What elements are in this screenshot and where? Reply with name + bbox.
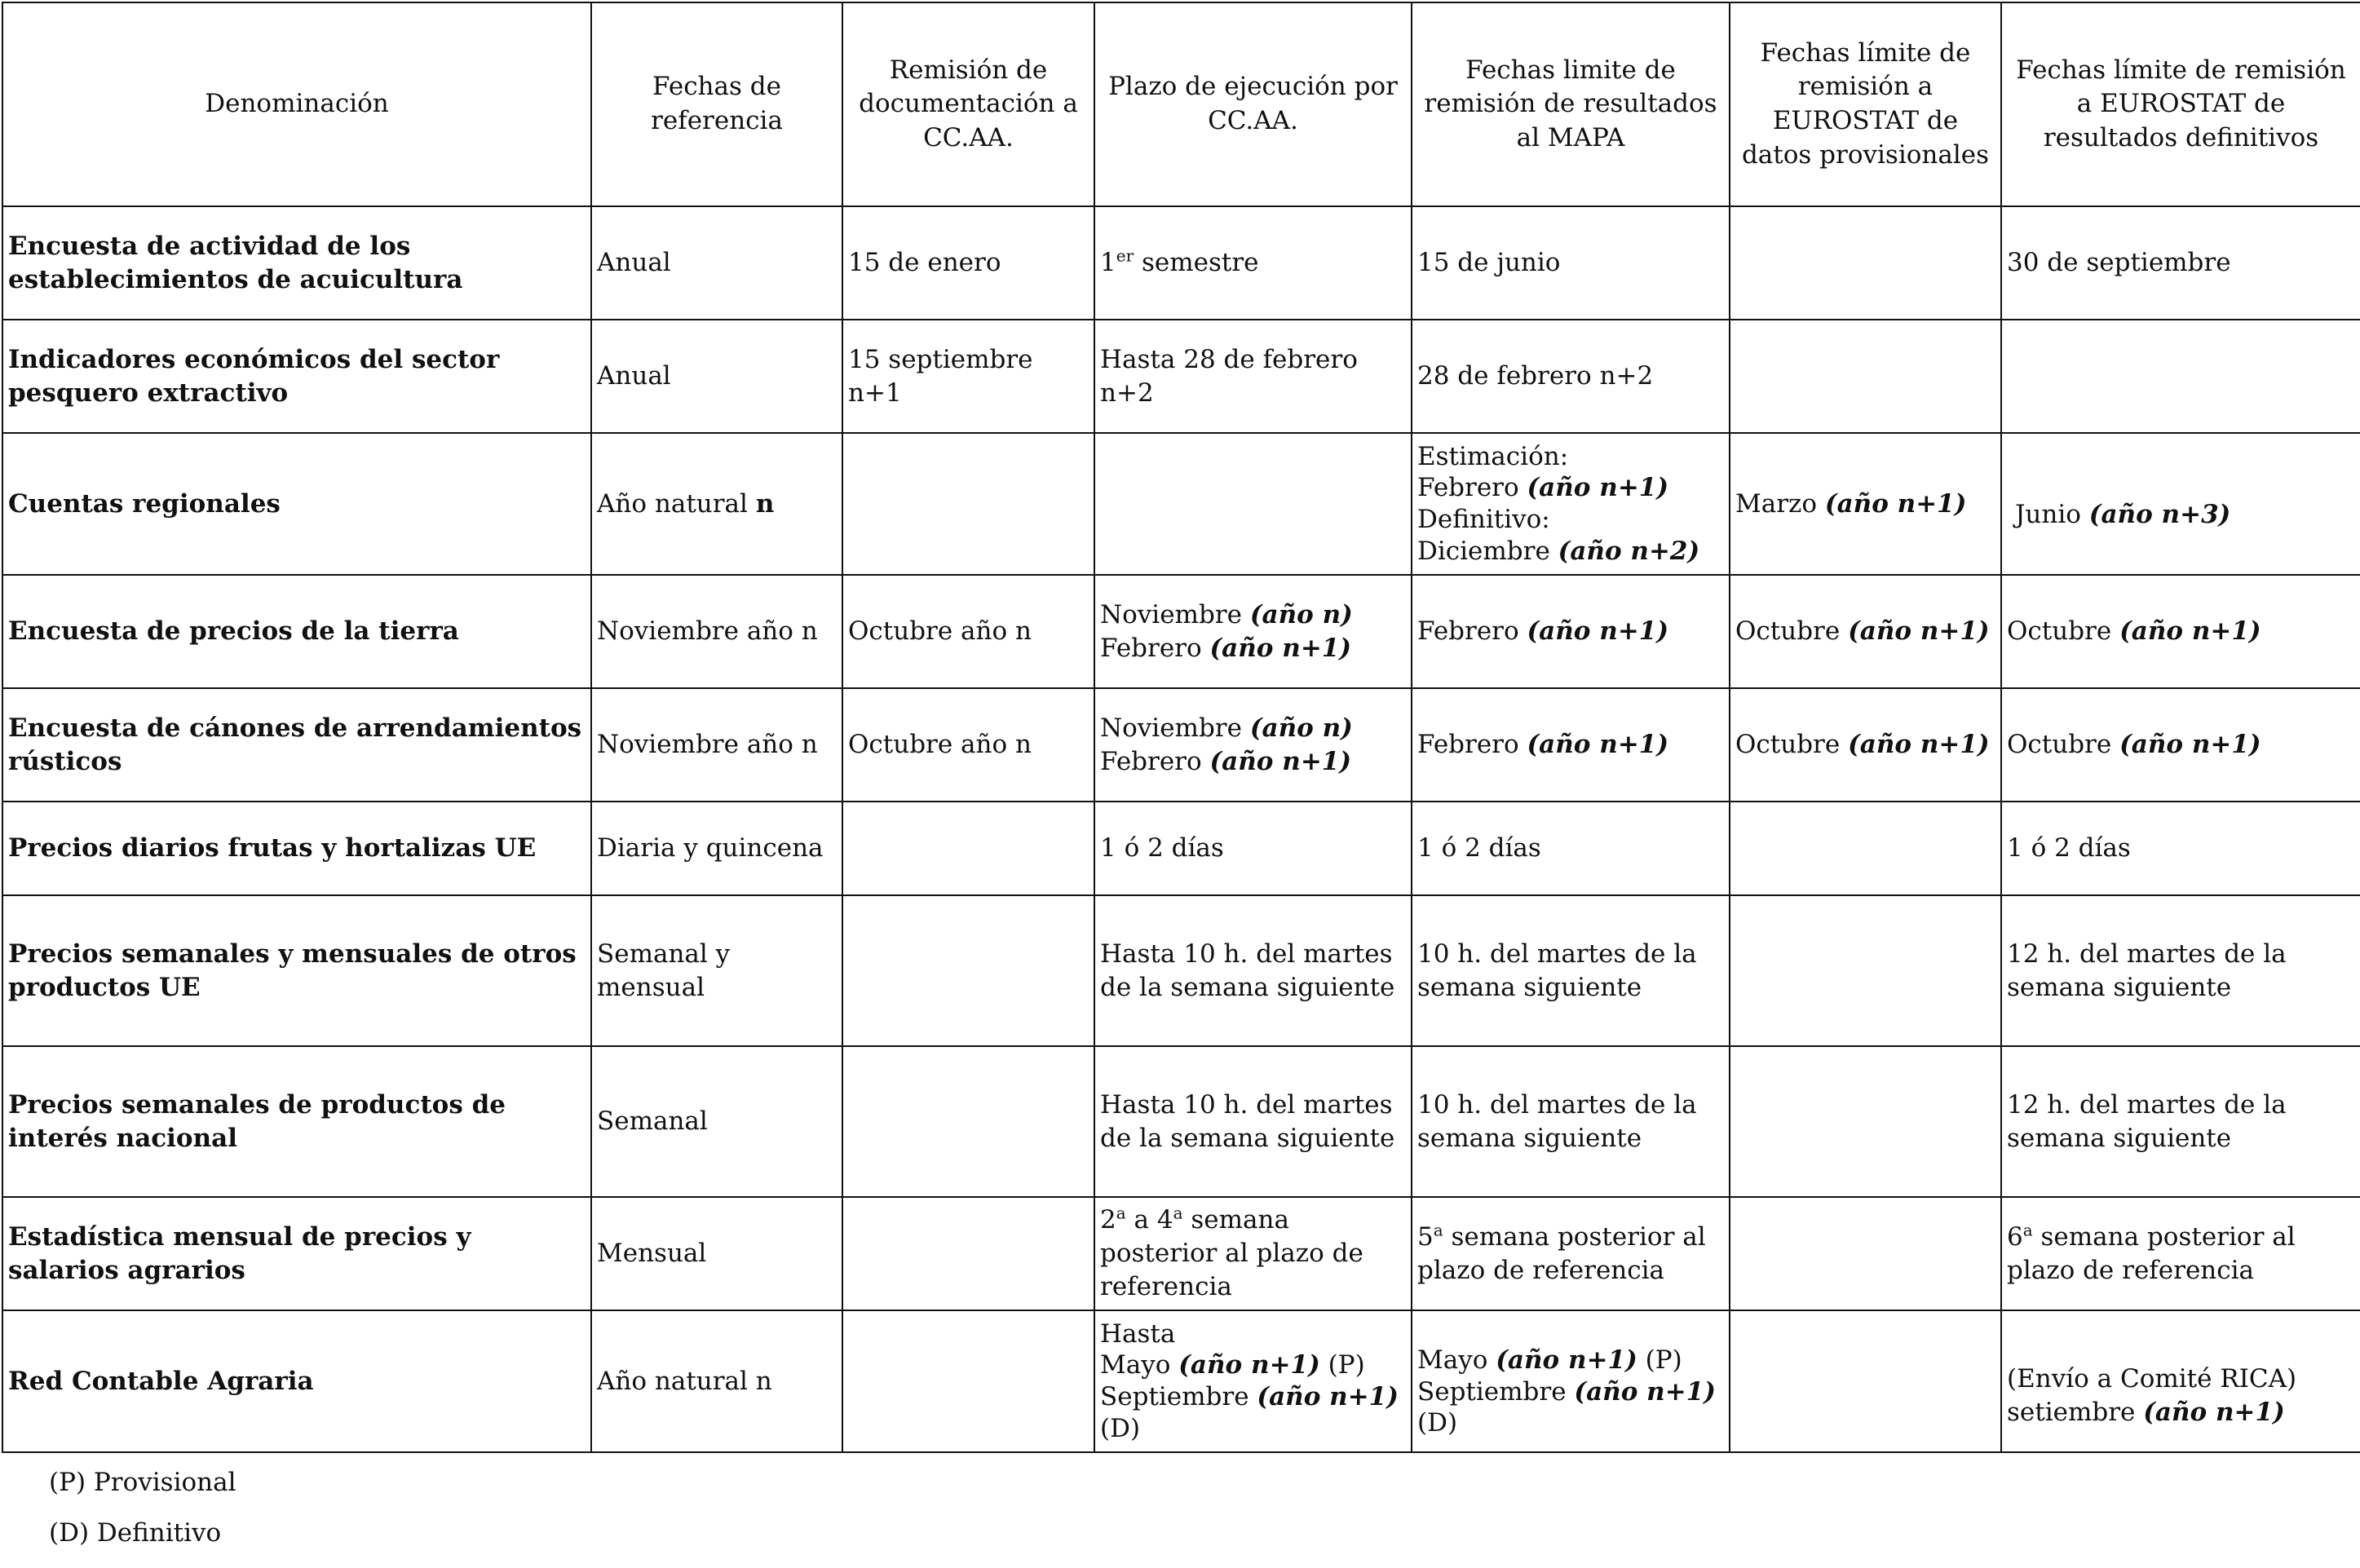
- row-name: Precios semanales de productos de interés nacional: [2, 1046, 591, 1197]
- col-header-denominacion: Denominación: [2, 2, 591, 206]
- cell-eurostat-definitivos: (Envío a Comité RICA) setiembre (año n+1): [2001, 1310, 2360, 1452]
- table-row: [2, 206, 2360, 320]
- col-header-plazo-ccaa: Plazo de ejecución por CC.AA.: [1094, 2, 1412, 206]
- col-header-remision-ccaa: Remisión de documentación a CC.AA.: [842, 2, 1094, 206]
- cell-plazo-ccaa: 1 ó 2 días: [1094, 802, 1412, 895]
- table-row: [2, 1197, 2360, 1310]
- row-name: Cuentas regionales: [2, 433, 591, 575]
- table-row: [2, 433, 2360, 575]
- cell-fechas-referencia: Diaria y quincena: [591, 802, 842, 895]
- cell-plazo-ccaa: 1er semestre: [1094, 206, 1412, 320]
- cell-eurostat-definitivos: 1 ó 2 días: [2001, 802, 2360, 895]
- cell-eurostat-definitivos: 12 h. del martes de la semana siguiente: [2001, 895, 2360, 1046]
- schedule-sheet: [2, 2, 2360, 1453]
- cell-remision-ccaa: [842, 802, 1094, 895]
- row-name: Estadística mensual de precios y salarios agrarios: [2, 1197, 591, 1310]
- cell-limite-mapa: Estimación: Febrero (año n+1) Definitivo: Diciembre (año n+2): [1412, 433, 1730, 575]
- footnote-provisional: (P) Provisional: [49, 1468, 236, 1497]
- cell-limite-mapa: 28 de febrero n+2: [1412, 320, 1730, 433]
- table-row: [2, 1310, 2360, 1452]
- cell-plazo-ccaa: [1094, 433, 1412, 575]
- row-name: Encuesta de precios de la tierra: [2, 575, 591, 688]
- cell-eurostat-provisionales: [1730, 206, 2001, 320]
- cell-remision-ccaa: 15 de enero: [842, 206, 1094, 320]
- cell-eurostat-provisionales: Octubre (año n+1): [1730, 575, 2001, 688]
- col-header-fechas-referencia: Fechas de referencia: [591, 2, 842, 206]
- cell-eurostat-definitivos: Octubre (año n+1): [2001, 575, 2360, 688]
- cell-fechas-referencia: Año natural n: [591, 433, 842, 575]
- table-row: [2, 320, 2360, 433]
- cell-limite-mapa: 10 h. del martes de la semana siguiente: [1412, 1046, 1730, 1197]
- cell-eurostat-provisionales: Marzo (año n+1): [1730, 433, 2001, 575]
- row-name: Encuesta de actividad de los establecimientos de acuicultura: [2, 206, 591, 320]
- cell-eurostat-provisionales: [1730, 1197, 2001, 1310]
- cell-eurostat-provisionales: [1730, 320, 2001, 433]
- row-name: Precios diarios frutas y hortalizas UE: [2, 802, 591, 895]
- col-header-limite-mapa: Fechas limite de remisión de resultados al MAPA: [1412, 2, 1730, 206]
- cell-fechas-referencia: Semanal: [591, 1046, 842, 1197]
- cell-limite-mapa: 10 h. del martes de la semana siguiente: [1412, 895, 1730, 1046]
- cell-limite-mapa: Febrero (año n+1): [1412, 575, 1730, 688]
- cell-remision-ccaa: [842, 895, 1094, 1046]
- row-name: Precios semanales y mensuales de otros productos UE: [2, 895, 591, 1046]
- cell-remision-ccaa: Octubre año n: [842, 688, 1094, 802]
- cell-plazo-ccaa: Hasta Mayo (año n+1) (P) Septiembre (año n+1) (D): [1094, 1310, 1412, 1452]
- row-name: Indicadores económicos del sector pesquero extractivo: [2, 320, 591, 433]
- table-row: [2, 1046, 2360, 1197]
- cell-eurostat-definitivos: 12 h. del martes de la semana siguiente: [2001, 1046, 2360, 1197]
- cell-plazo-ccaa: Noviembre (año n) Febrero (año n+1): [1094, 688, 1412, 802]
- cell-eurostat-provisionales: [1730, 802, 2001, 895]
- cell-plazo-ccaa: Hasta 28 de febrero n+2: [1094, 320, 1412, 433]
- row-name: Red Contable Agraria: [2, 1310, 591, 1452]
- cell-remision-ccaa: [842, 1197, 1094, 1310]
- cell-remision-ccaa: [842, 1046, 1094, 1197]
- cell-limite-mapa: Mayo (año n+1) (P) Septiembre (año n+1) (D): [1412, 1310, 1730, 1452]
- cell-fechas-referencia: Mensual: [591, 1197, 842, 1310]
- cell-plazo-ccaa: Hasta 10 h. del martes de la semana siguiente: [1094, 895, 1412, 1046]
- col-header-eurostat-definitivos: Fechas límite de remisión a EUROSTAT de resultados definitivos: [2001, 2, 2360, 206]
- cell-remision-ccaa: 15 septiembre n+1: [842, 320, 1094, 433]
- cell-plazo-ccaa: Hasta 10 h. del martes de la semana siguiente: [1094, 1046, 1412, 1197]
- cell-limite-mapa: 15 de junio: [1412, 206, 1730, 320]
- cell-remision-ccaa: [842, 1310, 1094, 1452]
- table-row: [2, 575, 2360, 688]
- cell-limite-mapa: 1 ó 2 días: [1412, 802, 1730, 895]
- cell-remision-ccaa: [842, 433, 1094, 575]
- cell-eurostat-definitivos: 30 de septiembre: [2001, 206, 2360, 320]
- cell-fechas-referencia: Noviembre año n: [591, 575, 842, 688]
- cell-eurostat-definitivos: Junio (año n+3): [2001, 433, 2360, 575]
- cell-plazo-ccaa: 2$^a$ a 4$^a$ semana posterior al plazo de referencia: [1094, 1197, 1412, 1310]
- cell-limite-mapa: 5$^a$ semana posterior al plazo de referencia: [1412, 1197, 1730, 1310]
- table-row: [2, 895, 2360, 1046]
- cell-remision-ccaa: Octubre año n: [842, 575, 1094, 688]
- footnote-definitivo: (D) Definitivo: [49, 1518, 222, 1548]
- cell-fechas-referencia: Noviembre año n: [591, 688, 842, 802]
- schedule-table: [2, 2, 2360, 1453]
- cell-fechas-referencia: Año natural n: [591, 1310, 842, 1452]
- cell-limite-mapa: Febrero (año n+1): [1412, 688, 1730, 802]
- table-row: [2, 688, 2360, 802]
- cell-eurostat-provisionales: [1730, 1046, 2001, 1197]
- col-header-eurostat-provisionales: Fechas límite de remisión a EUROSTAT de datos provisionales: [1730, 2, 2001, 206]
- row-name: Encuesta de cánones de arrendamientos rústicos: [2, 688, 591, 802]
- cell-eurostat-definitivos: 6$^a$ semana posterior al plazo de referencia: [2001, 1197, 2360, 1310]
- cell-eurostat-provisionales: [1730, 895, 2001, 1046]
- cell-plazo-ccaa: Noviembre (año n) Febrero (año n+1): [1094, 575, 1412, 688]
- table-row: [2, 802, 2360, 895]
- cell-fechas-referencia: Anual: [591, 320, 842, 433]
- cell-fechas-referencia: Anual: [591, 206, 842, 320]
- cell-eurostat-provisionales: [1730, 1310, 2001, 1452]
- cell-eurostat-provisionales: Octubre (año n+1): [1730, 688, 2001, 802]
- cell-eurostat-definitivos: Octubre (año n+1): [2001, 688, 2360, 802]
- cell-fechas-referencia: Semanal y mensual: [591, 895, 842, 1046]
- header-row: [2, 2, 2360, 206]
- cell-eurostat-definitivos: [2001, 320, 2360, 433]
